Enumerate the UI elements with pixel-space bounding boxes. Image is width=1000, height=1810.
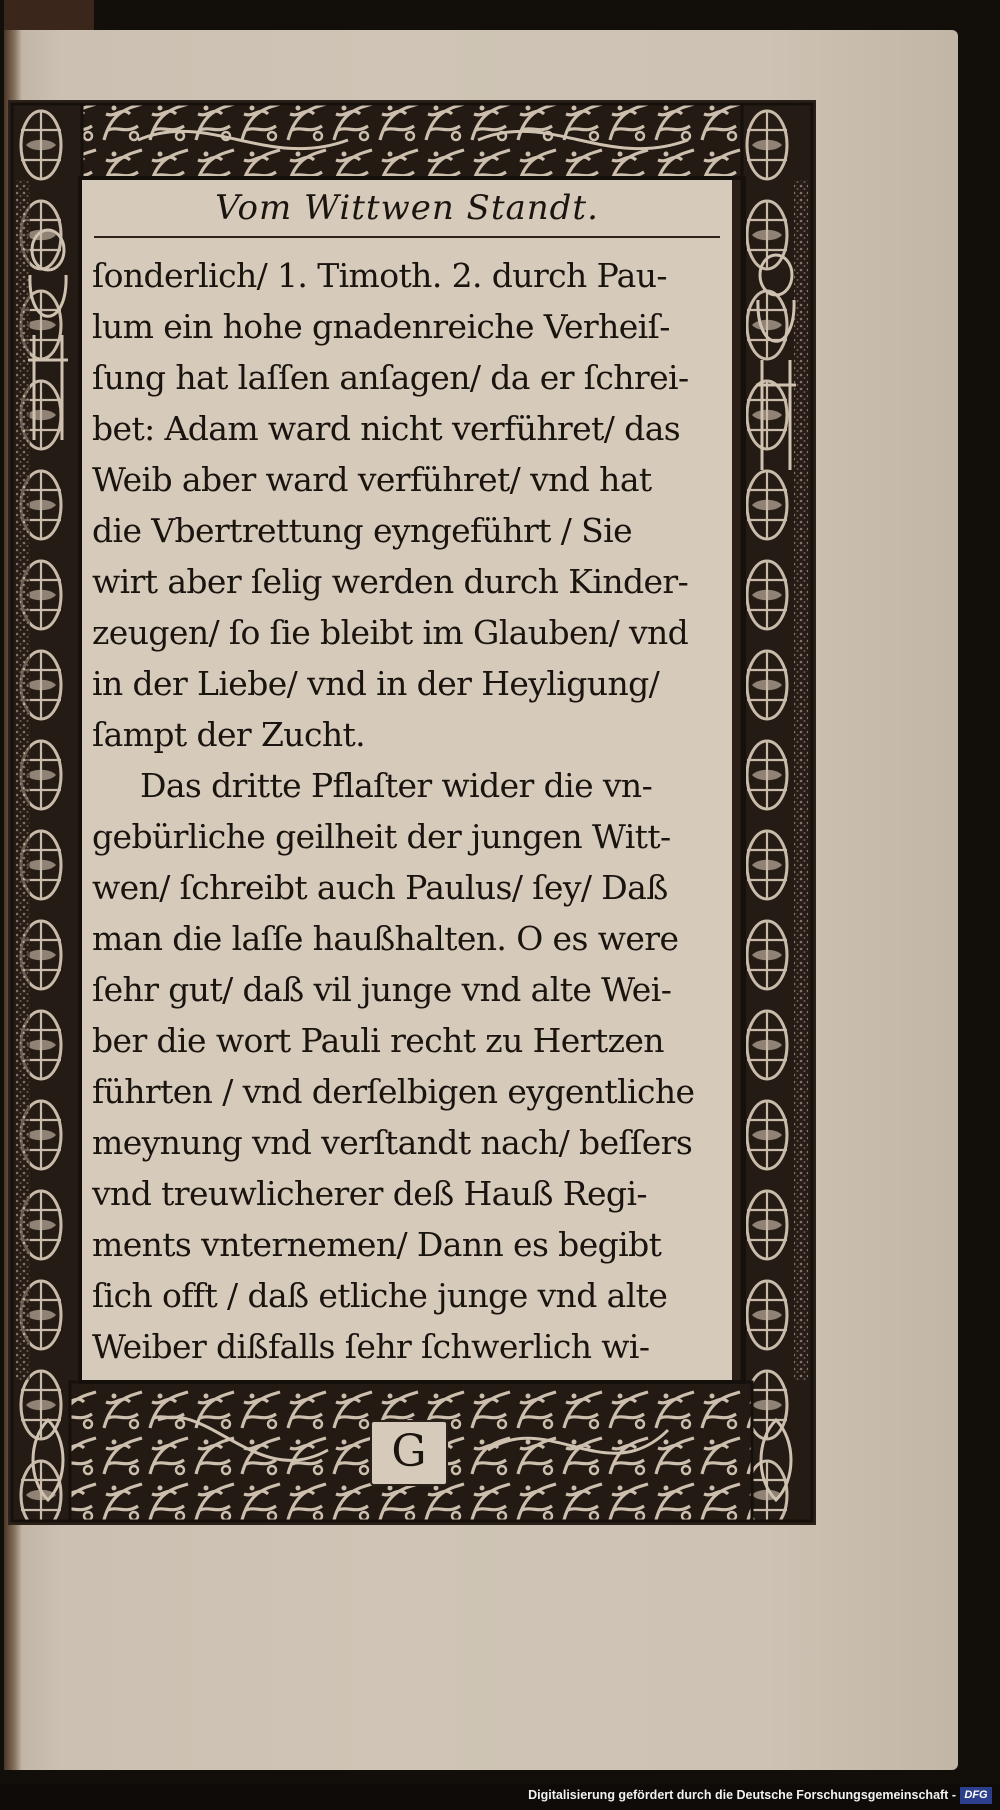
body-line: wen/ ſchreibt auch Paulus/ ſey/ Daß bbox=[92, 868, 668, 907]
body-line: bet: Adam ward nicht verführet/ das bbox=[92, 409, 681, 448]
body-line: zeugen/ ſo ſie bleibt im Glauben/ vnd bbox=[92, 613, 689, 652]
body-line: in der Liebe/ vnd in der Heyligung/ bbox=[92, 664, 660, 703]
body-line: ments vnternemen/ Dann es begibt bbox=[92, 1225, 662, 1264]
running-head: Vom Wittwen Standt. bbox=[215, 188, 599, 228]
footer-credit: Digitalisierung gefördert durch die Deutsche Forschungsgemeinschaft - bbox=[528, 1788, 956, 1802]
body-line: vnd treuwlicherer deß Hauß Regi- bbox=[92, 1174, 647, 1213]
body-line: man die laſſe haußhalten. O es were bbox=[92, 919, 679, 958]
body-line: ſung hat laſſen anſagen/ da er ſchrei- bbox=[92, 358, 689, 397]
paragraph-start-line: Das dritte Pflaſter wider die vn- bbox=[140, 766, 653, 805]
text-block bbox=[82, 180, 732, 1380]
binding-stain bbox=[4, 0, 94, 34]
body-line: wirt aber ſelig werden durch Kinder- bbox=[92, 562, 689, 601]
body-line: die Vbertrettung eyngeführt / Sie bbox=[92, 511, 632, 550]
body-line: ſich offt / daß etliche junge vnd alte bbox=[92, 1276, 668, 1315]
body-line: führten / vnd derſelbigen eygentliche bbox=[92, 1072, 695, 1111]
body-line: ſehr gut/ daß vil junge vnd alte Wei- bbox=[92, 970, 672, 1009]
dfg-logo-icon: DFG bbox=[960, 1787, 992, 1804]
body-line: gebürliche geilheit der jungen Witt- bbox=[92, 817, 671, 856]
body-line: Weiber dißfalls ſehr ſchwerlich wi- bbox=[92, 1327, 650, 1366]
body-line: lum ein hohe gnadenreiche Verheiſ- bbox=[92, 307, 670, 346]
head-rule-divider bbox=[94, 236, 720, 238]
digitization-footer bbox=[0, 1784, 1000, 1810]
body-line: ber die wort Pauli recht zu Hertzen bbox=[92, 1021, 664, 1060]
body-line: ſampt der Zucht. bbox=[92, 715, 366, 754]
body-line: Weib aber ward verführet/ vnd hat bbox=[92, 460, 652, 499]
body-line: ſonderlich/ 1. Timoth. 2. durch Pau- bbox=[92, 256, 667, 295]
body-text bbox=[92, 250, 726, 1372]
signature-mark: G bbox=[370, 1420, 448, 1486]
body-line: meynung vnd verſtandt nach/ beſſers bbox=[92, 1123, 693, 1162]
